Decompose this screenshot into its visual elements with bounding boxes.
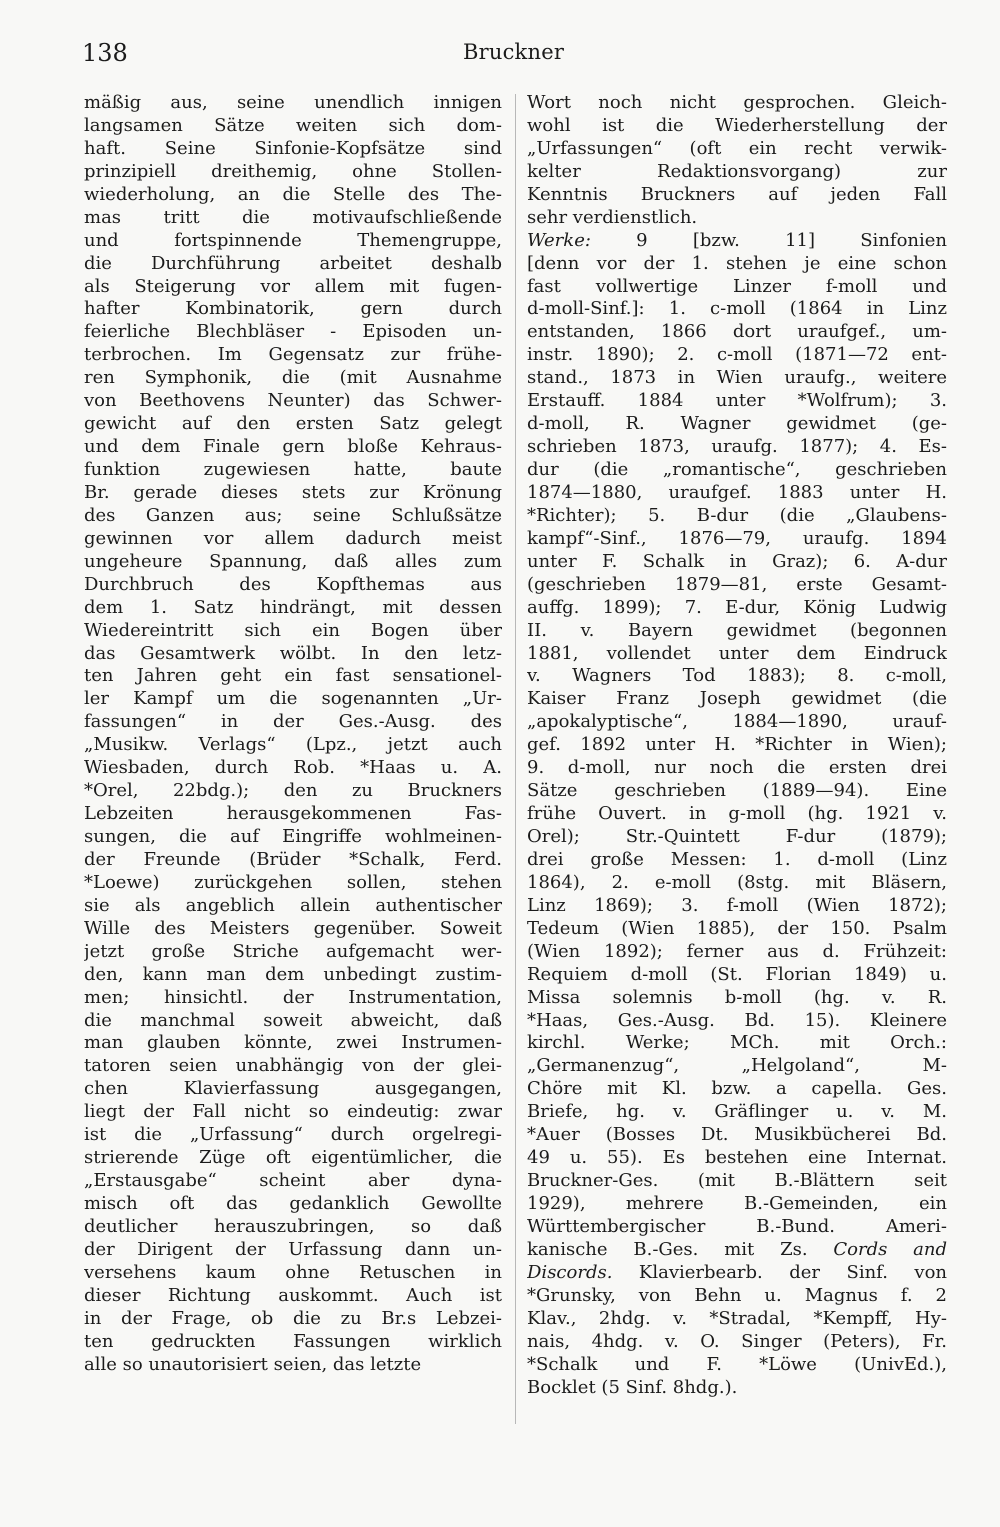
- text-line: jetzt große Striche aufgemacht wer-: [84, 940, 502, 962]
- text-line: Tedeum (Wien 1885), der 150. Psalm: [527, 917, 947, 939]
- text-line: Lebzeiten herausgekommenen Fas-: [84, 803, 502, 825]
- text-line: versehens kaum ohne Retuschen in: [84, 1261, 502, 1283]
- text-line: tatoren seien unabhängig von der glei-: [84, 1055, 502, 1077]
- text-line: „Urfassungen“ (oft ein recht verwik-: [527, 137, 947, 159]
- text-line: Kenntnis Bruckners auf jeden Fall: [527, 183, 947, 205]
- text-line: Erstauff. 1884 unter *Wolfrum); 3.: [527, 390, 947, 412]
- text-line: hafter Kombinatorik, gern durch: [84, 298, 502, 320]
- text-line: kirchl. Werke; MCh. mit Orch.:: [527, 1032, 947, 1054]
- text-line: *Haas, Ges.-Ausg. Bd. 15). Kleinere: [527, 1009, 947, 1031]
- text-line: entstanden, 1866 dort uraufgef., um-: [527, 321, 947, 343]
- text-line: Württembergischer B.-Bund. Ameri-: [527, 1215, 947, 1237]
- text-line: d-moll-Sinf.]: 1. c-moll (1864 in Linz: [527, 298, 947, 320]
- text-line: das Gesamtwerk wölbt. In den letz-: [84, 642, 502, 664]
- text-line: ungeheure Spannung, daß alles zum: [84, 550, 502, 572]
- text-line: „Germanenzug“, „Helgoland“, M-: [527, 1055, 947, 1077]
- text-line: *Auer (Bosses Dt. Musikbücherei Bd.: [527, 1124, 947, 1146]
- text-line: v. Wagners Tod 1883); 8. c-moll,: [527, 665, 947, 687]
- text-line: gef. 1892 unter H. *Richter in Wien);: [527, 734, 947, 756]
- text-line: kelter Redaktionsvorgang) zur: [527, 160, 947, 182]
- text-line: [denn vor der 1. stehen je eine schon: [527, 252, 947, 274]
- text-line: fast vollwertige Linzer f-moll und: [527, 275, 947, 297]
- text-line: 49 u. 55). Es bestehen eine Internat.: [527, 1147, 947, 1169]
- text-line: langsamen Sätze weiten sich dom-: [84, 114, 502, 136]
- text-line: 1874—1880, uraufgef. 1883 unter H.: [527, 481, 947, 503]
- text-line: kampf“-Sinf., 1876—79, uraufg. 1894: [527, 527, 947, 549]
- text-line: misch oft das gedanklich Gewollte: [84, 1193, 502, 1214]
- text-line: Orel); Str.-Quintett F-dur (1879);: [527, 826, 947, 847]
- text-line: gewinnen vor allem dadurch meist: [84, 527, 502, 549]
- right-column: [527, 92, 947, 1399]
- text-line: wohl ist die Wiederherstellung der: [527, 114, 947, 136]
- text-line: men; hinsichtl. der Instrumentation,: [84, 986, 502, 1008]
- text-line: und fortspinnende Themengruppe,: [84, 229, 502, 251]
- text-line: wiederholung, an die Stelle des The-: [84, 183, 502, 205]
- text-line: auffg. 1899); 7. E-dur, König Ludwig: [527, 596, 947, 618]
- text-line: Missa solemnis b-moll (hg. v. R.: [527, 986, 947, 1008]
- text-line: in der Frage, ob die zu Br.s Lebzei-: [84, 1307, 502, 1329]
- text-line: kanische B.-Ges. mit Zs. Cords and: [527, 1238, 947, 1260]
- text-line: *Richter); 5. B-dur (die „Glaubens-: [527, 504, 947, 526]
- text-line: die manchmal soweit abweicht, daß: [84, 1009, 502, 1031]
- text-line: liegt der Fall nicht so eindeutig: zwar: [84, 1101, 502, 1123]
- text-line: als Steigerung vor allem mit fugen-: [84, 275, 502, 297]
- text-line: Wiesbaden, durch Rob. *Haas u. A.: [84, 757, 502, 779]
- text-line: *Grunsky, von Behn u. Magnus f. 2: [527, 1284, 947, 1306]
- text-line: ten gedruckten Fassungen wirklich: [84, 1330, 502, 1352]
- text-line: alle so unautorisiert seien, das letzte: [84, 1353, 422, 1375]
- text-line: Sätze geschrieben (1889—94). Eine: [527, 780, 947, 802]
- text-line: dem 1. Satz hindrängt, mit dessen: [84, 596, 502, 618]
- text-line: chen Klavierfassung ausgegangen,: [84, 1078, 502, 1100]
- text-line: Bruckner-Ges. (mit B.-Blättern seit: [527, 1170, 947, 1192]
- text-line: schrieben 1873, uraufg. 1877); 4. Es-: [527, 436, 947, 458]
- text-line: Linz 1869); 3. f-moll (Wien 1872);: [527, 894, 947, 916]
- text-line: 1881, vollendet unter dem Eindruck: [527, 642, 947, 664]
- text-line: *Orel, 22bdg.); den zu Bruckners: [84, 780, 502, 802]
- text-line: II. v. Bayern gewidmet (begonnen: [527, 619, 947, 641]
- text-line: Durchbruch des Kopfthemas aus: [84, 573, 502, 595]
- text-line: unter F. Schalk in Graz); 6. A-dur: [527, 550, 947, 572]
- text-line: Wille des Meisters gegenüber. Soweit: [84, 917, 502, 939]
- text-line: Chöre mit Kl. bzw. a capella. Ges.: [527, 1078, 947, 1100]
- text-line: Bocklet (5 Sinf. 8hdg.).: [527, 1376, 738, 1398]
- text-line: Briefe, hg. v. Gräflinger u. v. M.: [527, 1101, 947, 1123]
- text-line: (geschrieben 1879—81, erste Gesamt-: [527, 573, 947, 595]
- text-line: sie als angeblich allein authentischer: [84, 894, 502, 916]
- text-line: Klav., 2hdg. v. *Stradal, *Kempff, Hy-: [527, 1307, 947, 1329]
- running-head: Bruckner: [463, 40, 565, 64]
- column-rule: [515, 94, 516, 1424]
- text-line: sehr verdienstlich.: [527, 206, 698, 228]
- text-line: man glauben könnte, zwei Instrumen-: [84, 1032, 502, 1054]
- text-line: Werke: 9 [bzw. 11] Sinfonien: [527, 229, 947, 251]
- text-line: der Dirigent der Urfassung dann un-: [84, 1238, 502, 1260]
- text-line: „Musikw. Verlags“ (Lpz., jetzt auch: [84, 734, 502, 756]
- text-line: *Loewe) zurückgehen sollen, stehen: [84, 871, 502, 893]
- text-line: 9. d-moll, nur noch die ersten drei: [527, 757, 947, 779]
- text-line: d-moll, R. Wagner gewidmet (ge-: [527, 413, 947, 435]
- text-line: ist die „Urfassung“ durch orgelregi-: [84, 1124, 502, 1146]
- text-line: der Freunde (Brüder *Schalk, Ferd.: [84, 848, 502, 870]
- text-line: mas tritt die motivaufschließende: [84, 206, 502, 228]
- text-line: *Schalk und F. *Löwe (UnivEd.),: [527, 1353, 947, 1375]
- text-line: Requiem d-moll (St. Florian 1849) u.: [527, 963, 947, 985]
- text-line: Wort noch nicht gesprochen. Gleich-: [527, 92, 947, 113]
- text-line: deutlicher herauszubringen, so daß: [84, 1215, 502, 1237]
- text-line: prinzipiell dreithemig, ohne Stollen-: [84, 160, 502, 182]
- text-line: sungen, die auf Eingriffe wohlmeinen-: [84, 826, 502, 847]
- left-column: [84, 92, 502, 1377]
- text-line: 1864), 2. e-moll (8stg. mit Bläsern,: [527, 871, 947, 893]
- text-line: und dem Finale gern bloße Kehraus-: [84, 436, 502, 458]
- text-line: den, kann man dem unbedingt zustim-: [84, 963, 502, 985]
- text-line: (Wien 1892); ferner aus d. Frühzeit:: [527, 940, 947, 962]
- text-line: „Erstausgabe“ scheint aber dyna-: [84, 1170, 502, 1192]
- text-line: ren Symphonik, die (mit Ausnahme: [84, 367, 502, 389]
- text-line: funktion zugewiesen hatte, baute: [84, 459, 502, 480]
- text-line: Discords. Klavierbearb. der Sinf. von: [527, 1261, 947, 1283]
- text-line: Br. gerade dieses stets zur Krönung: [84, 481, 502, 503]
- text-line: 1929), mehrere B.-Gemeinden, ein: [527, 1193, 947, 1214]
- page-number: 138: [82, 39, 128, 67]
- text-line: instr. 1890); 2. c-moll (1871—72 ent-: [527, 344, 947, 366]
- text-line: dieser Richtung auskommt. Auch ist: [84, 1284, 502, 1306]
- text-line: terbrochen. Im Gegensatz zur frühe-: [84, 344, 502, 366]
- text-line: haft. Seine Sinfonie-Kopfsätze sind: [84, 137, 502, 159]
- text-line: dur (die „romantische“, geschrieben: [527, 459, 947, 480]
- text-line: des Ganzen aus; seine Schlußsätze: [84, 504, 502, 526]
- text-line: frühe Ouvert. in g-moll (hg. 1921 v.: [527, 803, 947, 825]
- text-line: ler Kampf um die sogenannten „Ur-: [84, 688, 502, 710]
- text-line: fassungen“ in der Ges.-Ausg. des: [84, 711, 502, 733]
- text-line: mäßig aus, seine unendlich innigen: [84, 92, 502, 113]
- text-line: strierende Züge oft eigentümlicher, die: [84, 1147, 502, 1169]
- text-line: stand., 1873 in Wien uraufg., weitere: [527, 367, 947, 389]
- text-line: nais, 4hdg. v. O. Singer (Peters), Fr.: [527, 1330, 947, 1352]
- text-line: „apokalyptische“, 1884—1890, urauf-: [527, 711, 947, 733]
- text-line: feierliche Blechbläser - Episoden un-: [84, 321, 502, 343]
- text-line: von Beethovens Neunter) das Schwer-: [84, 390, 502, 412]
- text-line: Wiedereintritt sich ein Bogen über: [84, 619, 502, 641]
- text-line: ten Jahren geht ein fast sensationel-: [84, 665, 502, 687]
- text-line: gewicht auf den ersten Satz gelegt: [84, 413, 502, 435]
- text-line: die Durchführung arbeitet deshalb: [84, 252, 502, 274]
- text-line: drei große Messen: 1. d-moll (Linz: [527, 848, 947, 870]
- text-line: Kaiser Franz Joseph gewidmet (die: [527, 688, 947, 710]
